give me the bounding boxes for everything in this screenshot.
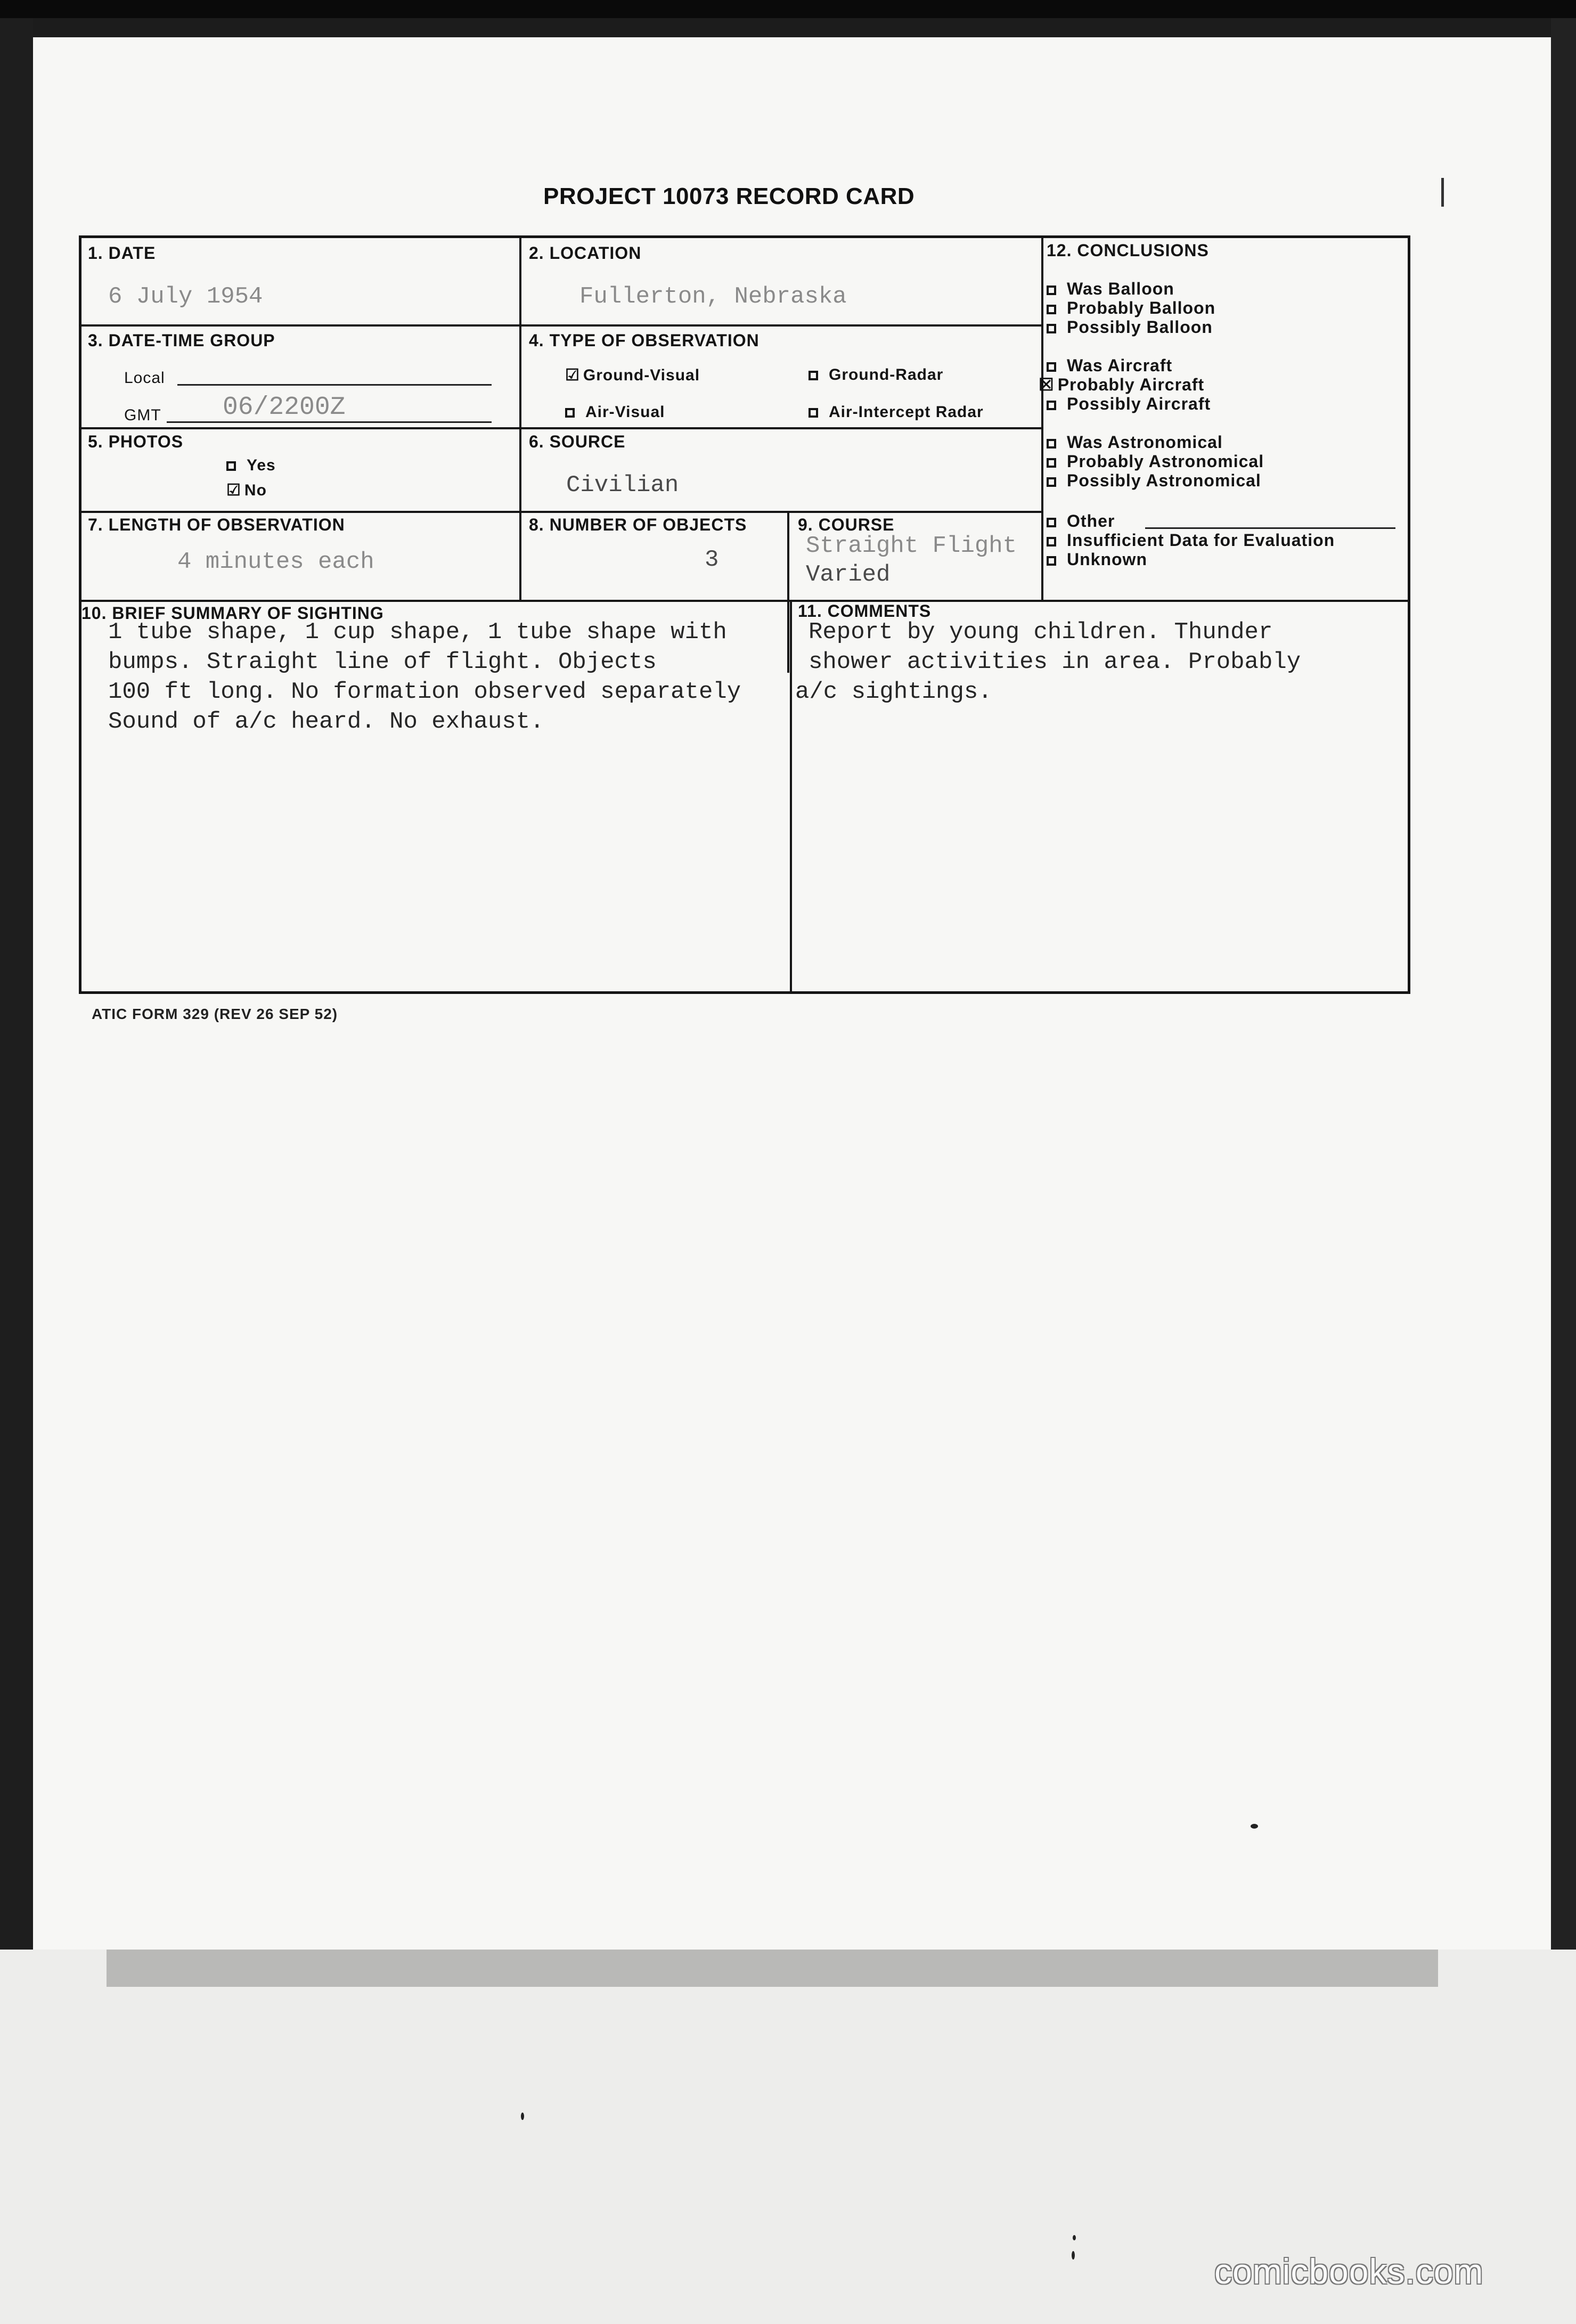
summary-line: bumps. Straight line of flight. Objects (108, 649, 657, 675)
type-obs-label: 4. TYPE OF OBSERVATION (529, 331, 760, 350)
conclusion-option[interactable] (1047, 452, 1264, 471)
num-objects-value: 3 (705, 547, 719, 573)
checked-mark-icon: ☑ (226, 482, 241, 499)
checkbox-icon (1047, 518, 1056, 527)
course-line2: Varied (806, 561, 891, 588)
summary-line: 100 ft long. No formation observed separately (108, 679, 741, 705)
dtg-gmt-label: GMT (124, 406, 161, 424)
form-footer: ATIC FORM 329 (REV 26 SEP 52) (92, 1006, 338, 1022)
course-line1: Straight Flight (806, 533, 1017, 559)
conclusion-text: Unknown (1067, 550, 1147, 569)
conclusion-option[interactable] (1047, 471, 1261, 490)
photos-yes[interactable] (226, 456, 276, 475)
conclusion-option[interactable] (1047, 279, 1174, 298)
type-ground-radar-text: Ground-Radar (829, 366, 944, 384)
type-ground-visual[interactable] (565, 366, 700, 385)
conclusion-text: Probably Astronomical (1067, 452, 1264, 471)
comments-label: 11. COMMENTS (798, 601, 932, 621)
checkbox-icon (809, 408, 818, 418)
conclusion-text: Other (1067, 511, 1115, 531)
conclusion-option[interactable] (1047, 550, 1147, 569)
scan-page-shadow (107, 1950, 1438, 1987)
date-value: 6 July 1954 (108, 283, 263, 310)
checkbox-icon (1047, 286, 1056, 295)
type-air-visual-text: Air-Visual (585, 403, 665, 421)
divider-comments (790, 602, 792, 992)
type-ground-visual-text: Ground-Visual (583, 366, 700, 384)
conclusion-option[interactable] (1047, 317, 1213, 337)
checkbox-icon (1047, 324, 1056, 333)
num-objects-label: 8. NUMBER OF OBJECTS (529, 515, 747, 534)
conclusion-text: Probably Balloon (1067, 298, 1216, 317)
checkbox-icon (1047, 305, 1056, 314)
scan-top-border (0, 0, 1576, 18)
scan-speck (1251, 1824, 1258, 1829)
conclusion-text: Was Aircraft (1067, 356, 1173, 375)
summary-line: 1 tube shape, 1 cup shape, 1 tube shape with (108, 619, 727, 646)
comments-line: Report by young children. Thunder (809, 619, 1273, 646)
conclusion-option[interactable] (1047, 356, 1172, 375)
scan-left-edge (0, 18, 33, 1950)
divider-row1 (81, 324, 1041, 327)
summary-line: Sound of a/c heard. No exhaust. (108, 708, 544, 735)
scan-speck (1072, 2251, 1075, 2260)
margin-mark (1441, 178, 1444, 207)
conclusion-text: Possibly Aircraft (1067, 394, 1211, 413)
source-value: Civilian (566, 472, 679, 499)
type-ground-radar[interactable] (809, 366, 943, 384)
conclusion-text: Probably Aircraft (1057, 375, 1205, 394)
divider-col2 (1041, 238, 1043, 602)
conclusion-option-checked[interactable] (1039, 375, 1204, 394)
location-value: Fullerton, Nebraska (579, 283, 847, 310)
length-label: 7. LENGTH OF OBSERVATION (88, 515, 345, 534)
scan-right-edge (1551, 18, 1576, 1950)
checkbox-icon (1047, 401, 1056, 410)
summary-label: 10. BRIEF SUMMARY OF SIGHTING (81, 604, 384, 623)
watermark: comicbooks.com (1214, 2252, 1484, 2291)
type-air-intercept-text: Air-Intercept Radar (829, 403, 984, 421)
conclusion-option-other[interactable] (1047, 511, 1115, 531)
conclusion-option[interactable] (1047, 433, 1223, 452)
conclusion-text: Possibly Balloon (1067, 317, 1213, 337)
comments-line: a/c sightings. (795, 679, 992, 705)
scan-speck (521, 2113, 524, 2120)
record-card-form (79, 235, 1410, 994)
scan-speck (1073, 2235, 1076, 2240)
dtg-label: 3. DATE-TIME GROUP (88, 331, 275, 350)
conclusion-text: Was Balloon (1067, 279, 1174, 298)
checkbox-icon (1047, 439, 1056, 449)
divider-row2 (81, 427, 1041, 429)
checkbox-icon (1047, 537, 1056, 547)
conclusion-option[interactable] (1047, 394, 1211, 413)
checked-mark-icon: ☑ (565, 366, 580, 384)
conclusion-option[interactable] (1047, 298, 1215, 317)
dtg-local-label: Local (124, 369, 165, 387)
checkbox-icon (1047, 477, 1056, 487)
conclusions-label: 12. CONCLUSIONS (1047, 241, 1209, 260)
conclusion-option[interactable] (1047, 531, 1335, 550)
photos-yes-text: Yes (247, 456, 276, 474)
card-title: PROJECT 10073 RECORD CARD (543, 183, 915, 209)
conclusion-text: Insufficient Data for Evaluation (1067, 531, 1335, 550)
conclusion-text: Possibly Astronomical (1067, 471, 1261, 490)
location-label: 2. LOCATION (529, 243, 642, 263)
type-air-intercept[interactable] (809, 403, 984, 421)
type-air-visual[interactable] (565, 403, 665, 421)
divider-row4 (81, 600, 1408, 602)
comments-line: shower activities in area. Probably (809, 649, 1301, 675)
photos-label: 5. PHOTOS (88, 432, 184, 451)
checkbox-icon (565, 408, 575, 418)
checked-mark-icon: ☒ (1039, 375, 1055, 394)
checkbox-icon (226, 461, 236, 471)
date-label: 1. DATE (88, 243, 156, 263)
dtg-gmt-value: 06/2200Z (223, 393, 346, 422)
conclusion-text: Was Astronomical (1067, 433, 1223, 452)
source-label: 6. SOURCE (529, 432, 626, 451)
checkbox-icon (809, 371, 818, 380)
length-value: 4 minutes each (177, 549, 374, 575)
photos-no-text: No (244, 482, 267, 499)
checkbox-icon (1047, 362, 1056, 372)
photos-no[interactable] (226, 481, 267, 500)
divider-course (787, 513, 789, 673)
other-line (1145, 527, 1395, 529)
divider-col1 (519, 238, 521, 602)
checkbox-icon (1047, 556, 1056, 566)
dtg-local-line (177, 384, 492, 386)
course-label: 9. COURSE (798, 515, 895, 534)
checkbox-icon (1047, 458, 1056, 468)
divider-row3 (81, 511, 1041, 513)
